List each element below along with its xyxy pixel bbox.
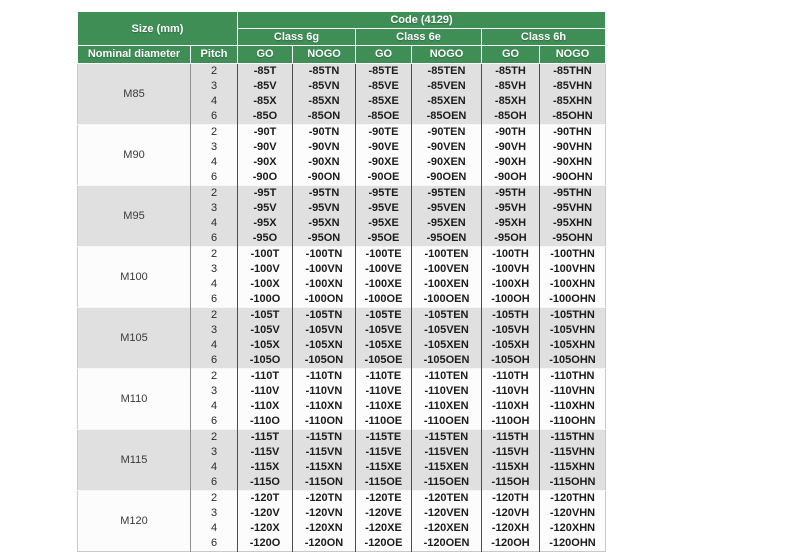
code-cell: -95V [238,201,293,216]
code-cell: -110VE [356,384,412,399]
pitch-cell: 4 [191,216,238,231]
code-cell: -95VEN [412,201,482,216]
code-cell: -120XEN [412,521,482,536]
go-header-6g: GO [238,46,293,64]
code-cell: -90XN [293,155,356,170]
code-cell: -110THN [540,369,606,385]
code-cell: -85XH [482,94,540,109]
code-cell: -110TN [293,369,356,385]
gauge-code-table [77,11,606,552]
code-cell: -90VEN [412,140,482,155]
pitch-cell: 6 [191,109,238,125]
code-cell: -100T [238,247,293,263]
code-cell: -110ON [293,414,356,430]
code-cell: -105VE [356,323,412,338]
code-cell: -115XH [482,460,540,475]
pitch-cell: 2 [191,430,238,446]
code-cell: -85VHN [540,79,606,94]
table-row [78,125,606,141]
header-row-columns [78,46,606,64]
code-cell: -85XHN [540,94,606,109]
pitch-cell: 6 [191,170,238,186]
nogo-header-6e: NOGO [412,46,482,64]
code-cell: -95OEN [412,231,482,247]
code-cell: -90THN [540,125,606,141]
code-cell: -100X [238,277,293,292]
code-cell: -100XEN [412,277,482,292]
code-cell: -90XHN [540,155,606,170]
code-cell: -100V [238,262,293,277]
code-cell: -105OEN [412,353,482,369]
code-cell: -85T [238,64,293,80]
code-cell: -105VHN [540,323,606,338]
table-row [78,64,606,80]
code-cell: -105X [238,338,293,353]
code-cell: -95T [238,186,293,202]
code-cell: -120VN [293,506,356,521]
code-cell: -115OHN [540,475,606,491]
size-cell: M110 [78,369,191,430]
size-cell: M100 [78,247,191,308]
code-cell: -90VE [356,140,412,155]
code-cell: -105OH [482,353,540,369]
class-6h-header: Class 6h [482,29,606,46]
code-cell: -105VN [293,323,356,338]
code-cell: -90V [238,140,293,155]
code-cell: -120TH [482,491,540,507]
pitch-cell: 2 [191,186,238,202]
code-cell: -120OEN [412,536,482,552]
pitch-cell: 3 [191,79,238,94]
code-cell: -100THN [540,247,606,263]
code-cell: -120T [238,491,293,507]
code-cell: -115T [238,430,293,446]
code-cell: -90TEN [412,125,482,141]
code-cell: -110OEN [412,414,482,430]
code-cell: -120OHN [540,536,606,552]
code-cell: -85OE [356,109,412,125]
code-cell: -95VE [356,201,412,216]
code-cell: -100VH [482,262,540,277]
code-cell: -95TE [356,186,412,202]
code-cell: -120TEN [412,491,482,507]
class-6e-header: Class 6e [356,29,482,46]
code-cell: -100ON [293,292,356,308]
code-cell: -105VH [482,323,540,338]
size-cell: M85 [78,64,191,125]
pitch-cell: 4 [191,94,238,109]
code-cell: -115VN [293,445,356,460]
code-cell: -110O [238,414,293,430]
code-cell: -85XEN [412,94,482,109]
pitch-cell: 6 [191,292,238,308]
code-cell: -95O [238,231,293,247]
code-cell: -100TN [293,247,356,263]
code-cell: -105ON [293,353,356,369]
code-cell: -100TH [482,247,540,263]
code-cell: -85TN [293,64,356,80]
header-row-top [78,12,606,29]
code-cell: -105V [238,323,293,338]
code-cell: -110XE [356,399,412,414]
code-cell: -85VN [293,79,356,94]
nogo-header-6g: NOGO [293,46,356,64]
pitch-cell: 4 [191,338,238,353]
pitch-cell: 3 [191,445,238,460]
code-cell: -85OH [482,109,540,125]
size-cell: M90 [78,125,191,186]
code-cell: -90VH [482,140,540,155]
code-cell: -90VN [293,140,356,155]
code-cell: -85OEN [412,109,482,125]
go-header-6h: GO [482,46,540,64]
pitch-cell: 2 [191,369,238,385]
code-cell: -90XEN [412,155,482,170]
code-cell: -95TN [293,186,356,202]
code-cell: -105TEN [412,308,482,324]
table-header [78,12,606,64]
pitch-cell: 2 [191,247,238,263]
code-cell: -120THN [540,491,606,507]
code-cell: -90X [238,155,293,170]
code-cell: -110XN [293,399,356,414]
code-cell: -110XH [482,399,540,414]
size-cell: M105 [78,308,191,369]
code-cell: -115OE [356,475,412,491]
code-cell: -115VEN [412,445,482,460]
table-body [78,64,606,552]
code-cell: -85THN [540,64,606,80]
code-cell: -100VN [293,262,356,277]
pitch-cell: 6 [191,231,238,247]
table-row [78,186,606,202]
code-cell: -120XN [293,521,356,536]
code-cell: -90O [238,170,293,186]
pitch-cell: 4 [191,155,238,170]
code-cell: -100XE [356,277,412,292]
code-cell: -95VH [482,201,540,216]
code-cell: -110OHN [540,414,606,430]
pitch-header: Pitch [191,46,238,64]
code-cell: -85ON [293,109,356,125]
code-cell: -100VEN [412,262,482,277]
code-cell: -90T [238,125,293,141]
code-cell: -85OHN [540,109,606,125]
code-cell: -120TN [293,491,356,507]
code-cell: -100OE [356,292,412,308]
pitch-cell: 4 [191,277,238,292]
code-cell: -95OE [356,231,412,247]
pitch-cell: 6 [191,353,238,369]
code-cell: -115XE [356,460,412,475]
code-cell: -100VE [356,262,412,277]
size-cell: M120 [78,491,191,552]
code-cell: -120V [238,506,293,521]
code-cell: -110XHN [540,399,606,414]
code-cell: -85V [238,79,293,94]
pitch-cell: 4 [191,521,238,536]
pitch-cell: 2 [191,64,238,80]
code-cell: -100XH [482,277,540,292]
code-cell: -90TE [356,125,412,141]
code-cell: -90OH [482,170,540,186]
code-cell: -95X [238,216,293,231]
code-cell: -100OEN [412,292,482,308]
code-cell: -95XN [293,216,356,231]
code-cell: -115VE [356,445,412,460]
code-cell: -110VHN [540,384,606,399]
code-cell: -95ON [293,231,356,247]
code-cell: -110VN [293,384,356,399]
code-cell: -115TEN [412,430,482,446]
code-cell: -100OH [482,292,540,308]
code-cell: -115X [238,460,293,475]
class-6g-header: Class 6g [238,29,356,46]
code-cell: -100XN [293,277,356,292]
code-cell: -85O [238,109,293,125]
code-cell: -120XHN [540,521,606,536]
code-cell: -115O [238,475,293,491]
code-cell: -90OEN [412,170,482,186]
code-cell: -120VE [356,506,412,521]
code-cell: -115TN [293,430,356,446]
pitch-cell: 6 [191,475,238,491]
code-cell: -120OH [482,536,540,552]
code-cell: -120VHN [540,506,606,521]
code-cell: -120VEN [412,506,482,521]
code-cell: -95VN [293,201,356,216]
nogo-header-6h: NOGO [540,46,606,64]
table-row [78,430,606,446]
code-cell: -115XN [293,460,356,475]
code-cell: -95VHN [540,201,606,216]
code-cell: -85TE [356,64,412,80]
code-cell: -120VH [482,506,540,521]
code-cell: -100OHN [540,292,606,308]
table-row [78,308,606,324]
code-cell: -105THN [540,308,606,324]
code-cell: -95OH [482,231,540,247]
code-cell: -105XN [293,338,356,353]
code-cell: -105XHN [540,338,606,353]
pitch-cell: 3 [191,384,238,399]
code-cell: -105OHN [540,353,606,369]
code-cell: -100VHN [540,262,606,277]
code-cell: -90TH [482,125,540,141]
code-cell: -120X [238,521,293,536]
code-cell: -110X [238,399,293,414]
pitch-cell: 2 [191,491,238,507]
size-cell: M95 [78,186,191,247]
code-cell: -105XE [356,338,412,353]
nominal-diameter-header: Nominal diameter [78,46,191,64]
code-cell: -115VHN [540,445,606,460]
code-cell: -95TH [482,186,540,202]
code-cell: -115TE [356,430,412,446]
code-cell: -115OH [482,475,540,491]
code-cell: -105TE [356,308,412,324]
code-cell: -100O [238,292,293,308]
code-cell: -85XE [356,94,412,109]
code-cell: -115XEN [412,460,482,475]
table-row [78,247,606,263]
go-header-6e: GO [356,46,412,64]
code-cell: -105TN [293,308,356,324]
code-cell: -115V [238,445,293,460]
pitch-cell: 4 [191,399,238,414]
code-cell: -110VEN [412,384,482,399]
code-cell: -95OHN [540,231,606,247]
table-row [78,491,606,507]
code-cell: -85VEN [412,79,482,94]
code-cell: -110V [238,384,293,399]
pitch-cell: 3 [191,506,238,521]
code-header: Code (4129) [238,12,606,29]
code-cell: -120TE [356,491,412,507]
pitch-cell: 2 [191,308,238,324]
code-cell: -105VEN [412,323,482,338]
code-cell: -120ON [293,536,356,552]
code-cell: -85X [238,94,293,109]
code-cell: -90OE [356,170,412,186]
pitch-cell: 3 [191,262,238,277]
code-cell: -95THN [540,186,606,202]
pitch-cell: 3 [191,201,238,216]
code-cell: -115OEN [412,475,482,491]
code-cell: -105TH [482,308,540,324]
code-cell: -95XHN [540,216,606,231]
code-cell: -110OH [482,414,540,430]
code-cell: -90ON [293,170,356,186]
code-cell: -115XHN [540,460,606,475]
pitch-cell: 2 [191,125,238,141]
code-cell: -90XE [356,155,412,170]
code-cell: -85VH [482,79,540,94]
code-cell: -120O [238,536,293,552]
code-cell: -120XE [356,521,412,536]
code-cell: -110OE [356,414,412,430]
code-cell: -85XN [293,94,356,109]
code-cell: -90OHN [540,170,606,186]
code-cell: -115ON [293,475,356,491]
size-mm-header: Size (mm) [78,12,238,46]
code-cell: -100TEN [412,247,482,263]
code-cell: -95XEN [412,216,482,231]
code-cell: -100TE [356,247,412,263]
code-cell: -105T [238,308,293,324]
code-cell: -115TH [482,430,540,446]
code-cell: -120XH [482,521,540,536]
pitch-cell: 3 [191,140,238,155]
pitch-cell: 4 [191,460,238,475]
code-cell: -90VHN [540,140,606,155]
size-cell: M115 [78,430,191,491]
code-cell: -115VH [482,445,540,460]
code-cell: -105OE [356,353,412,369]
code-cell: -110T [238,369,293,385]
code-cell: -105XH [482,338,540,353]
code-cell: -110TEN [412,369,482,385]
code-cell: -120OE [356,536,412,552]
code-cell: -85TEN [412,64,482,80]
code-cell: -85TH [482,64,540,80]
code-cell: -110TH [482,369,540,385]
code-cell: -90XH [482,155,540,170]
code-cell: -95TEN [412,186,482,202]
pitch-cell: 6 [191,414,238,430]
code-cell: -90TN [293,125,356,141]
code-cell: -115THN [540,430,606,446]
code-cell: -100XHN [540,277,606,292]
code-cell: -85VE [356,79,412,94]
code-cell: -95XH [482,216,540,231]
code-cell: -110XEN [412,399,482,414]
code-cell: -105XEN [412,338,482,353]
table-row [78,369,606,385]
code-cell: -105O [238,353,293,369]
pitch-cell: 3 [191,323,238,338]
pitch-cell: 6 [191,536,238,552]
code-cell: -110TE [356,369,412,385]
code-cell: -95XE [356,216,412,231]
code-cell: -110VH [482,384,540,399]
